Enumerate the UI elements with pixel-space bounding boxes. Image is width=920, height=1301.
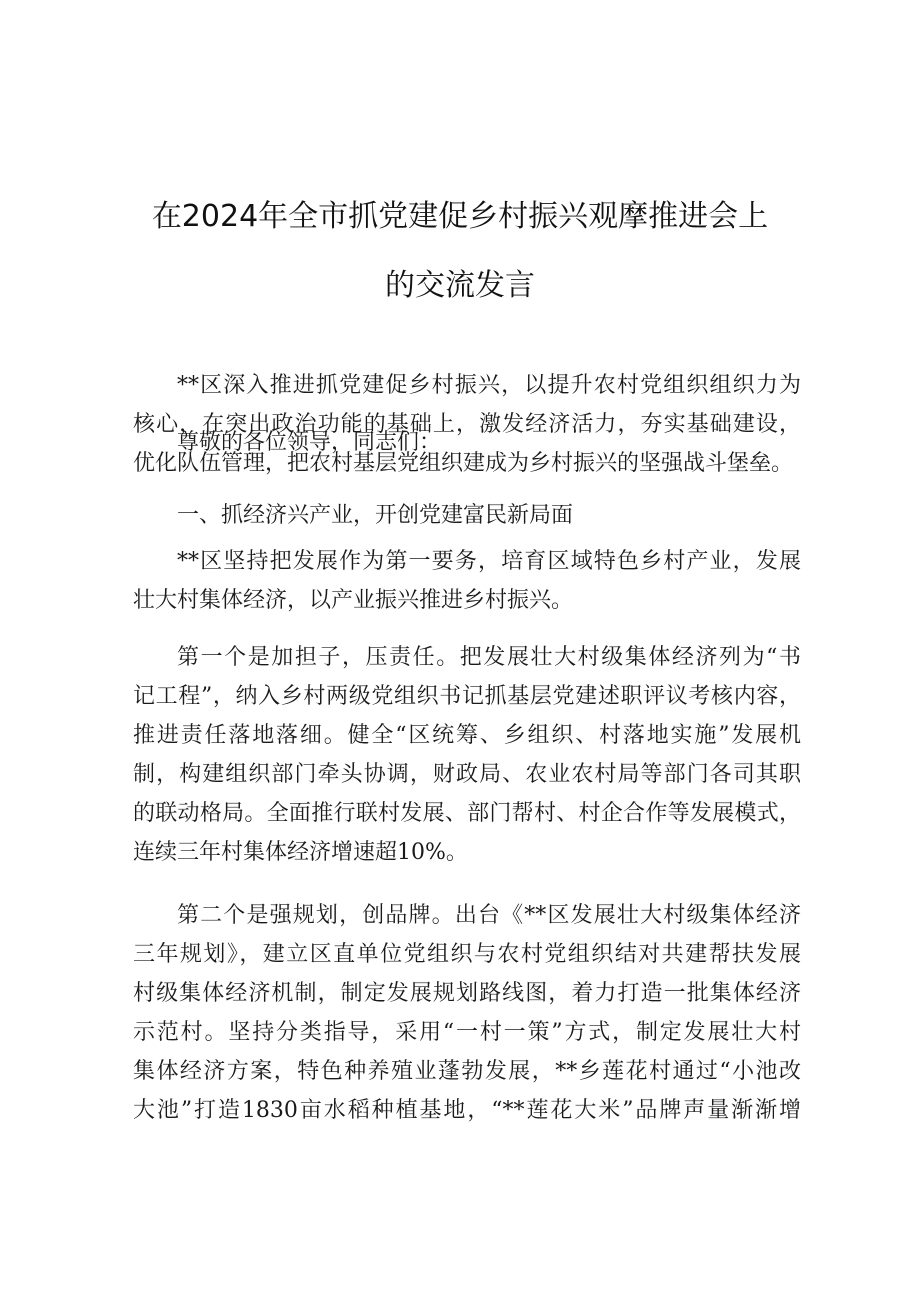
point-1-line: 制，构建组织部门牵头协调，财政局、农业农村局等部门各司其职 — [133, 762, 801, 787]
point-2-line: 集体经济方案，特色种养殖业蓬勃发展，**乡莲花村通过“小池改 — [133, 1059, 801, 1084]
point-1-line: 推进责任落地落细。健全“区统筹、乡组织、村落地实施”发展机 — [133, 723, 801, 748]
point-1-line: 第一个是加担子，压责任。把发展壮大村级集体经济列为“书 — [177, 645, 801, 670]
point-1-line: 记工程”，纳入乡村两级党组织书记抓基层党建述职评议考核内容， — [133, 684, 801, 709]
point-2-line: 示范村。坚持分类指导，采用“一村一策”方式，制定发展壮大村 — [133, 1020, 801, 1045]
section-1-heading-text: 一、抓经济兴产业，开创党建富民新局面 — [177, 503, 574, 528]
point-2-line: 村级集体经济机制，制定发展规划路线图，着力打造一批集体经济 — [133, 981, 801, 1006]
point-1-line: 的联动格局。全面推行联村发展、部门帮村、村企合作等发展模式， — [133, 801, 801, 826]
point-2-paragraph — [133, 896, 801, 1130]
section-1-intro-line: **区坚持把发展作为第一要务，培育区域特色乡村产业，发展 — [177, 549, 801, 574]
point-2-line: 三年规划》，建立区直单位党组织与农村党组织结对共建帮扶发展 — [133, 942, 801, 967]
document-title-line-2: 的交流发言 — [385, 268, 535, 303]
intro-line: 优化队伍管理，把农村基层党组织建成为乡村振兴的坚强战斗堡垒。 — [133, 451, 794, 476]
intro-line: 核心，在突出政治功能的基础上，激发经济活力，夯实基础建设， — [133, 412, 801, 437]
document-title-line-1: 在2024年全市抓党建促乡村振兴观摩推进会上 — [151, 199, 769, 234]
point-2-line: 第二个是强规划，创品牌。出台《**区发展壮大村级集体经济 — [177, 903, 801, 928]
point-1-line: 连续三年村集体经济增速超10%。 — [133, 840, 468, 865]
point-2-line: 大池”打造1830亩水稻种植基地，“**莲花大米”品牌声量渐渐增 — [133, 1098, 801, 1123]
salutation-text: 尊敬的各位领导，同志们： — [177, 430, 442, 455]
section-1-intro-line: 壮大村集体经济，以产业振兴推进乡村振兴。 — [133, 588, 574, 613]
intro-line: **区深入推进抓党建促乡村振兴，以提升农村党组织组织力为 — [177, 373, 801, 398]
point-1-paragraph — [133, 638, 801, 872]
section-1-heading — [133, 496, 801, 535]
section-1-intro — [133, 542, 801, 620]
intro-paragraph — [133, 366, 801, 483]
